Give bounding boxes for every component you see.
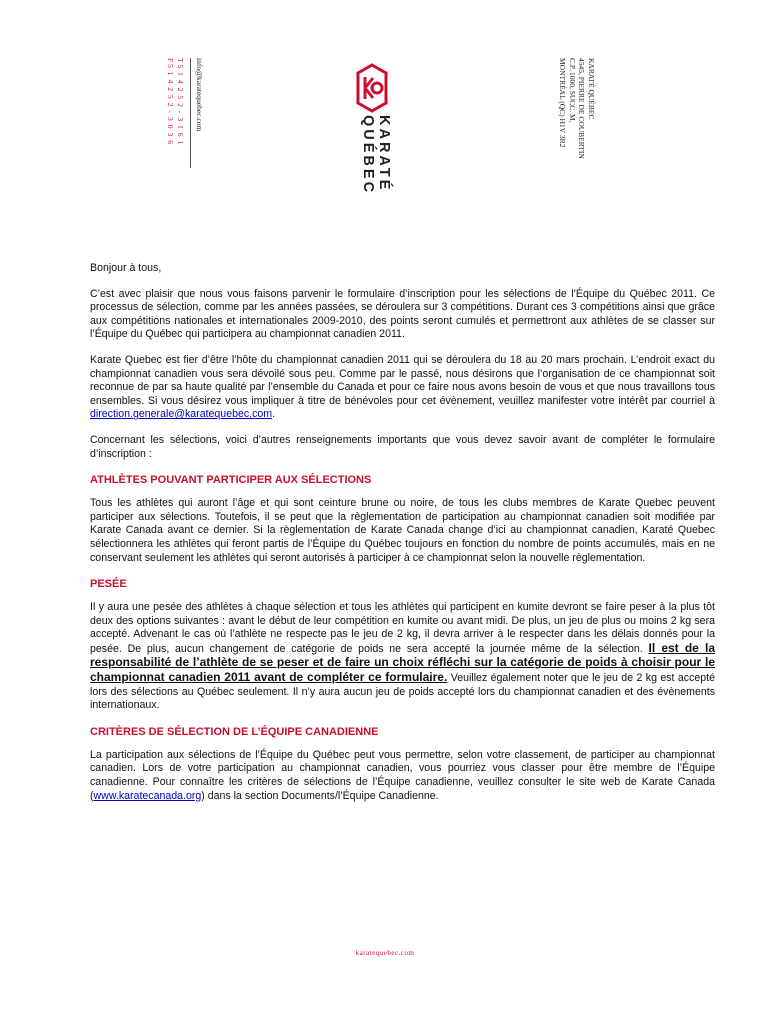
paragraph-weigh-in-end: Veuillez également noter que le jeu de 2 kg est accepté lors des sélections au Québec seulement. Il n’y aura aucun jeu de poids accepté lors du championnat canadien et des évènements internationaux. bbox=[90, 672, 715, 712]
letter-body bbox=[90, 262, 715, 815]
fax-number: 514252-3036 bbox=[166, 64, 175, 149]
contact-phones bbox=[165, 58, 185, 148]
paragraph-criteria bbox=[90, 749, 715, 803]
phone-number: 514252-3161 bbox=[176, 64, 185, 149]
paragraph-weigh-in bbox=[90, 601, 715, 713]
website-link[interactable]: www.karatecanada.org bbox=[93, 789, 202, 802]
paragraph-host-text: Karate Quebec est fier d’être l’hôte du championnat canadien 2011 qui se déroulera du 18 au 20 mars prochain. L’endroit exact du championnat canadien vous sera dévoilé sous peu. Comme par le passé, nous désirons que l’organisation de ce championnat soit reconnue de par sa haute qualité par l’ensemble du Canada et pour ce faire nous avons besoin de vous et que nous travaillons tous ensembles. Si vous désirez vous impliquer à titre de bénévoles pour cet évènement, veuillez manifester votre intérêt par courriel à bbox=[90, 353, 715, 407]
paragraph-criteria-text: La participation aux sélections de l’Équipe du Québec peut vous permettre, selon votre classement, de participer au championnat canadien. Lors de votre participation au championnat canadien, vous pourriez vous classer pour être membre de l’Équipe canadienne. Pour connaître les critères de sélections de l’Équipe canadienne, veuillez consulter le site web de Karate Canada ( bbox=[90, 748, 715, 802]
section-heading-weigh-in: PESÉE bbox=[90, 578, 127, 591]
logo-wordmark bbox=[360, 115, 392, 195]
paragraph-athletes: Tous les athlètes qui auront l’âge et qui sont ceinture brune ou noire, de tous les clubs membres de Karate Quebec peuvent participer aux sélections. Toutefois, il se peut que la règlementation de participation au championnat canadien soit modifiée par Karate Canada avant ce dernier. Si la règlementation de Karate Canada change d’ici au championnat canadien, Karaté Quebec sélectionnera les athlètes qui feront partis de l’Équipe du Québec toujours en fonction du nombre de points accumulés, mais en ne conservant seulement les athlètes qui seront autorisés à participer à ce championnat selon la nouvelle règlementation. bbox=[90, 497, 715, 564]
greeting: Bonjour à tous, bbox=[90, 262, 162, 274]
paragraph-end: . bbox=[272, 408, 276, 421]
karate-quebec-logo-icon bbox=[355, 63, 389, 113]
logo-wordmark-line1: KARATÉ bbox=[376, 115, 392, 193]
divider bbox=[190, 58, 191, 168]
section-heading-criteria: CRITÈRES DE SÉLECTION DE L’ÉQUIPE CANADIENNE bbox=[90, 725, 379, 738]
paragraph-host bbox=[90, 354, 715, 422]
address-line: C.P. 1000, SUCC. M, bbox=[568, 58, 577, 123]
phone-label: T bbox=[176, 58, 185, 63]
logo-wordmark-line2: QUÉBEC bbox=[360, 115, 376, 196]
address-line: MONTRÉAL (QC) H1V 3R2 bbox=[558, 58, 568, 148]
contact-email[interactable]: info@karatequebec.com bbox=[195, 58, 204, 132]
responsibility-notice: Il est de la responsabilité de l’athlète de se peser et de faire un choix réfléchi sur la catégorie de poids à choisir pour le championnat canadien 2011 avant de compléter ce formulaire. bbox=[90, 640, 715, 685]
mailing-address bbox=[558, 58, 596, 159]
address-line: 4545, PIERRE DE COUBERTIN bbox=[577, 58, 587, 159]
fax-label: F bbox=[166, 58, 175, 63]
paragraph-criteria-end: ) dans la section Documents/l’Équipe Canadienne. bbox=[201, 789, 439, 802]
address-line: KARATÉ QUÉBEC bbox=[587, 58, 596, 120]
section-heading-athletes: ATHLÈTES POUVANT PARTICIPER AUX SÉLECTIONS bbox=[90, 474, 372, 487]
email-link[interactable]: direction.generale@karatequebec.com bbox=[90, 408, 273, 421]
footer-website[interactable]: karatequebec.com bbox=[355, 949, 415, 957]
paragraph-selections: Concernant les sélections, voici d’autres renseignements importants que vous devez savoir avant de compléter le formulaire d’inscription : bbox=[90, 433, 715, 460]
paragraph-weigh-in-text: Il y aura une pesée des athlètes à chaque sélection et tous les athlètes qui participent en kumite devront se faire peser à la plus tôt deux des options suivantes : avant le début de leur compétition en kumite ou avant midi. De plus, un jeu de plus ou moins 2 kg sera accepté. Advenant le cas où l’athlète ne respecte pas le jeu de 2 kg, il devra arriver à le respecter dans les délais donnés pour la pesée. De plus, aucun changement de catégorie de poids ne sera accepté la journée même de la sélection. bbox=[90, 601, 715, 655]
paragraph-intro: C’est avec plaisir que nous vous faisons parvenir le formulaire d’inscription pour les sélections de l’Équipe du Québec 2011. Ce processus de sélection, comme par les années passées, se déroulera sur 3 compétitions. Durant ces 3 compétitions ainsi que grâce aux compétitions nationales et internationales 2009-2010, des points seront cumulés et permettront aux athlètes de se classer sur l’Équipe du Québec qui participera au championnat canadien 2011. bbox=[90, 287, 715, 341]
letterhead bbox=[0, 0, 770, 230]
